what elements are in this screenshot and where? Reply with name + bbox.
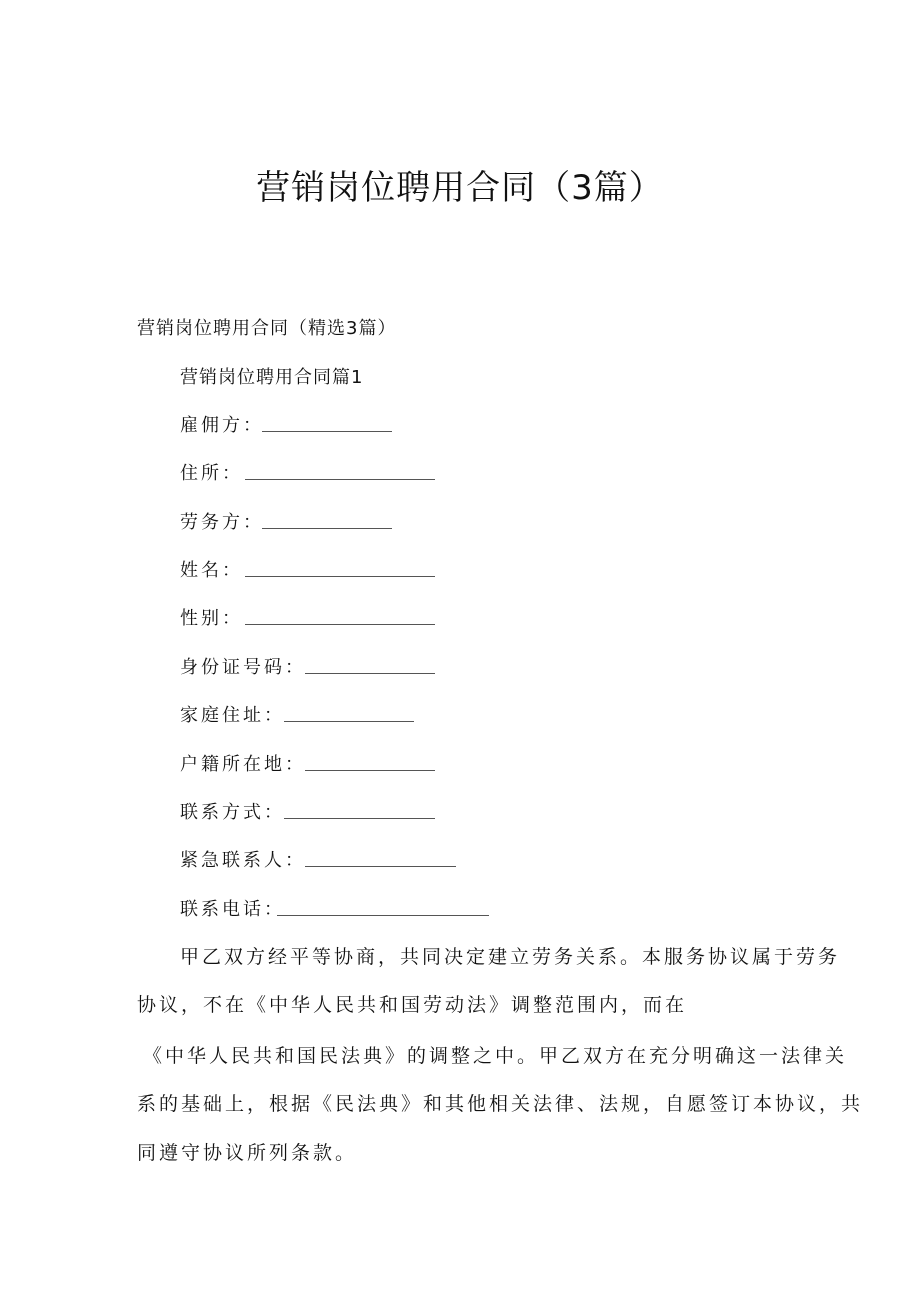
field-label: 联系电话： <box>180 899 285 920</box>
field-label: 雇佣方： <box>180 415 264 436</box>
blank-line <box>305 673 435 674</box>
field-label: 紧急联系人： <box>180 850 306 871</box>
blank-line <box>245 576 435 577</box>
blank-line <box>262 431 392 432</box>
paragraph-line: 同遵守协议所列条款。 <box>137 1142 358 1164</box>
paragraph-line: 甲乙双方经平等协商，共同决定建立劳务关系。本服务协议属于劳务 <box>180 946 841 968</box>
section-heading: 营销岗位聘用合同篇1 <box>180 367 364 388</box>
blank-line <box>305 770 435 771</box>
paragraph-line: 协议，不在《中华人民共和国劳动法》调整范围内，而在 <box>137 994 688 1016</box>
field-label: 身份证号码： <box>180 657 306 678</box>
page-title: 营销岗位聘用合同（3篇） <box>256 168 664 208</box>
blank-line <box>262 528 392 529</box>
field-label: 户籍所在地： <box>180 754 306 775</box>
blank-line <box>305 866 456 867</box>
blank-line <box>245 479 435 480</box>
field-label: 姓名： <box>180 560 243 581</box>
blank-line <box>284 818 435 819</box>
field-label: 家庭住址： <box>180 705 285 726</box>
blank-line <box>245 624 435 625</box>
document-subtitle: 营销岗位聘用合同（精选3篇） <box>137 318 397 339</box>
paragraph-line: 《中华人民共和国民法典》的调整之中。甲乙双方在充分明确这一法律关 <box>143 1045 848 1067</box>
blank-line <box>277 915 489 916</box>
blank-line <box>284 721 414 722</box>
field-label: 联系方式： <box>180 802 285 823</box>
field-label: 劳务方： <box>180 512 264 533</box>
paragraph-line: 系的基础上，根据《民法典》和其他相关法律、法规，自愿签订本协议，共 <box>137 1093 864 1115</box>
field-label: 住所： <box>180 463 243 484</box>
field-label: 性别： <box>180 608 243 629</box>
